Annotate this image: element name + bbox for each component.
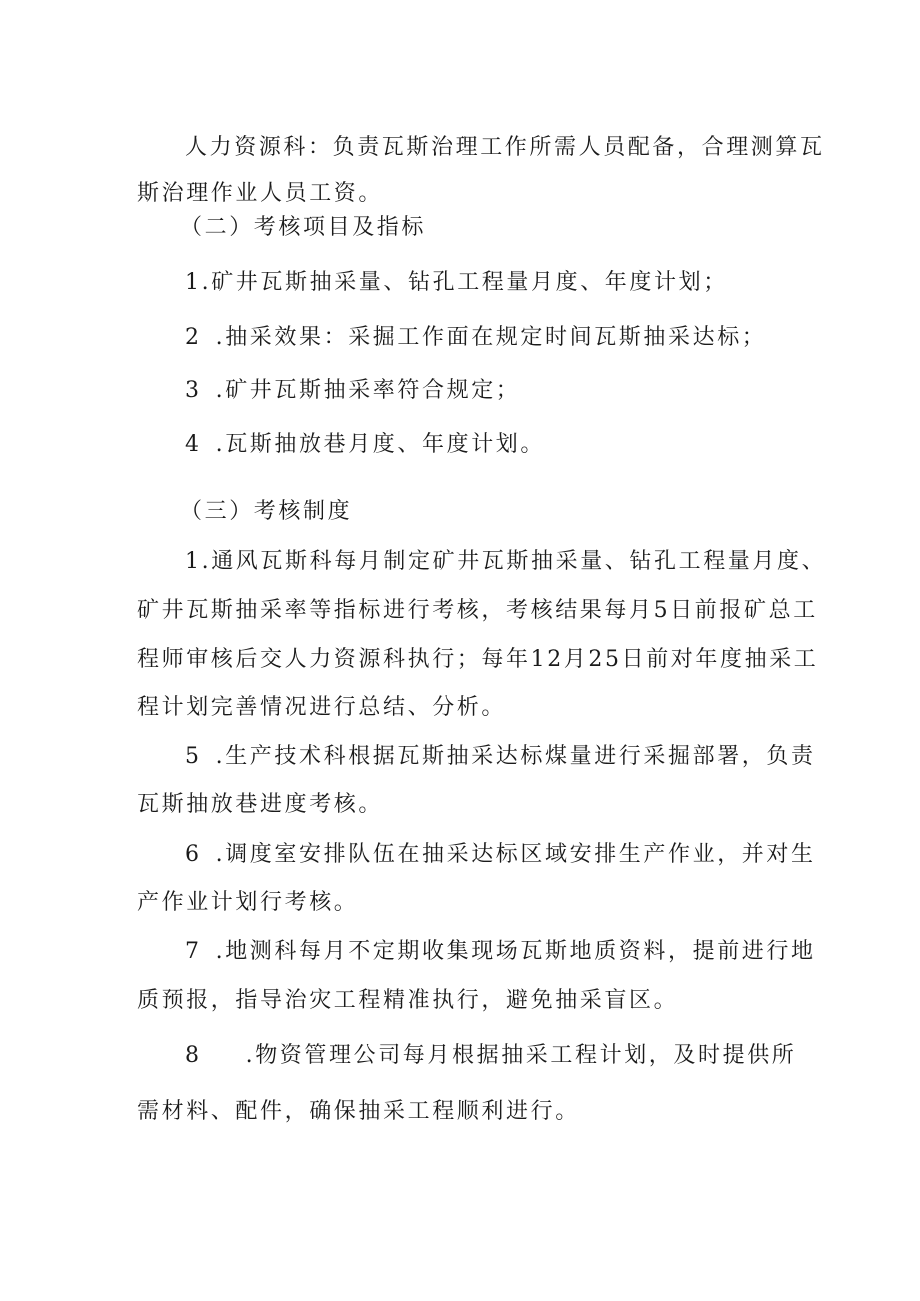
rule-8-text: .物资管理公司每月根据抽采工程计划，及时提供所 (245, 1043, 797, 1068)
list-item-4-text: .瓦斯抽放巷月度、年度计划。 (215, 432, 546, 457)
rule-5-line-1 (185, 742, 816, 772)
rule-7-text: .地测科每月不定期收集现场瓦斯地质资料，提前进行地 (215, 939, 816, 964)
rule-1-line-4: 程计划完善情况进行总结、分析。 (137, 695, 507, 720)
rule-1-line-3: 程师审核后交人力资源科执行；每年12月25日前对年度抽采工 (137, 647, 819, 672)
list-item-3 (185, 376, 520, 406)
rule-5-number: 5 (185, 744, 202, 769)
rule-8-number: 8 (185, 1043, 202, 1068)
rule-6-text: .调度室安排队伍在抽采达标区域安排生产作业，并对生 (215, 842, 816, 867)
rule-6-line-1 (185, 840, 816, 870)
section-heading-2: （二）考核项目及指标 (180, 215, 427, 240)
list-item-3-text: .矿井瓦斯抽采率符合规定； (215, 378, 521, 403)
list-item-1 (185, 268, 728, 298)
rule-6-number: 6 (185, 842, 202, 867)
list-item-4 (185, 430, 545, 460)
paragraph-hr-line-2: 斯治理作业人员工资。 (137, 181, 384, 206)
list-item-2-text: .抽采效果：采掘工作面在规定时间瓦斯抽采达标； (215, 325, 767, 350)
list-item-2 (185, 323, 766, 353)
rule-5-text: .生产技术科根据瓦斯抽采达标煤量进行采掘部署，负责 (215, 744, 816, 769)
list-item-2-number: 2 (185, 325, 202, 350)
rule-7-number: 7 (185, 939, 202, 964)
rule-5-line-2: 瓦斯抽放巷进度考核。 (137, 792, 384, 817)
rule-8-line-1 (185, 1041, 796, 1071)
list-item-4-number: 4 (185, 432, 202, 457)
rule-1-line-1: 1.通风瓦斯科每月制定矿井瓦斯抽采量、钻孔工程量月度、 (185, 549, 827, 574)
rule-8-line-2: 需材料、配件，确保抽采工程顺利进行。 (137, 1099, 580, 1124)
list-item-1-text: 矿井瓦斯抽采量、钻孔工程量月度、年度计划； (211, 270, 728, 295)
section-heading-3: （三）考核制度 (180, 499, 353, 524)
paragraph-hr-line-1: 人力资源科：负责瓦斯治理工作所需人员配备，合理测算瓦 (185, 135, 825, 160)
list-item-1-number: 1. (185, 270, 212, 295)
rule-6-line-2: 产作业计划行考核。 (137, 890, 359, 915)
list-item-3-number: 3 (185, 378, 202, 403)
rule-7-line-2: 质预报，指导治灾工程精准执行，避免抽采盲区。 (137, 988, 679, 1013)
rule-1-line-2: 矿井瓦斯抽采率等指标进行考核，考核结果每月5日前报矿总工 (137, 598, 818, 623)
rule-7-line-1 (185, 937, 816, 967)
